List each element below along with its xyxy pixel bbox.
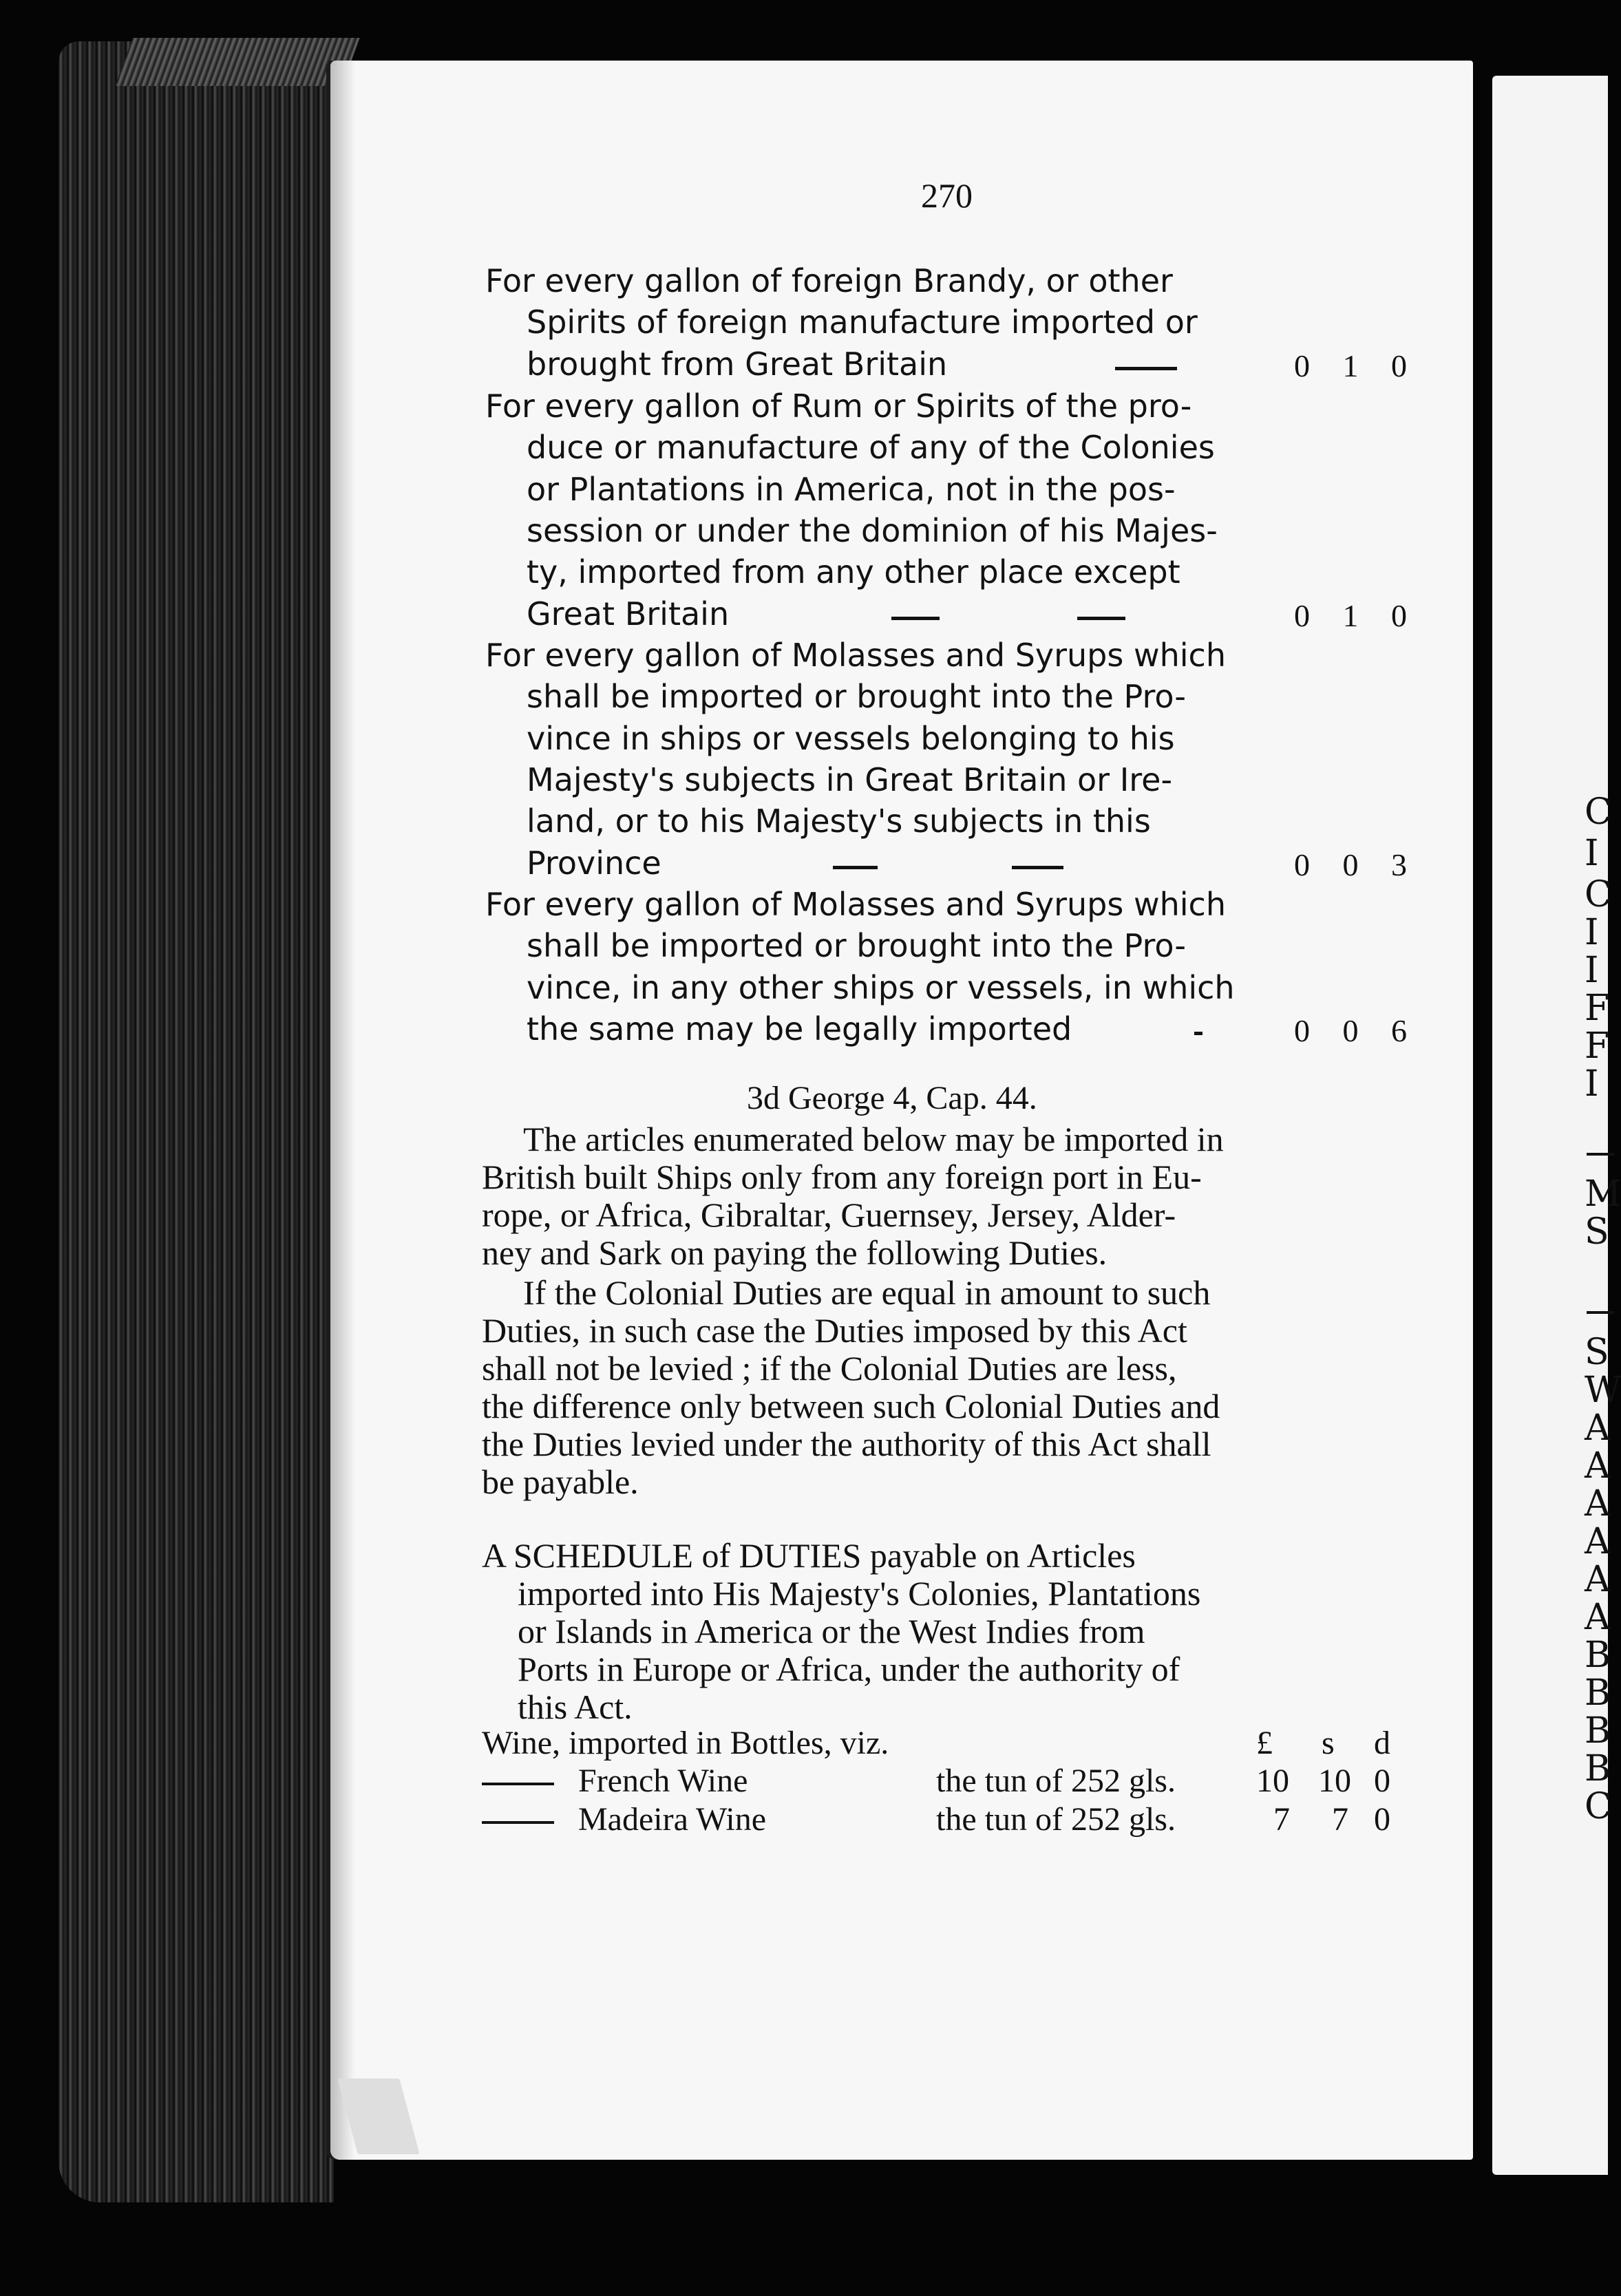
paragraph-line: ney and Sark on paying the following Duties. — [482, 1233, 1108, 1272]
column-pence: d — [1374, 1725, 1390, 1761]
facing-page-letter: A — [1585, 1559, 1611, 1600]
facing-page-letter: B — [1585, 1672, 1611, 1714]
paragraph-line: If the Colonial Duties are equal in amount to such — [523, 1273, 1211, 1312]
duty-amount: 0 0 6 — [1294, 1012, 1419, 1048]
column-pounds: £ — [1256, 1725, 1273, 1761]
facing-page-letter: S — [1585, 1211, 1609, 1253]
facing-page-letter: M — [1585, 1173, 1621, 1215]
paragraph-line: The articles enumerated below may be imported in — [523, 1120, 1224, 1158]
leader-dash — [833, 866, 878, 869]
entry-first-line: For every gallon of Rum or Spirits of the pro- — [485, 387, 1192, 425]
facing-page-letter: W — [1585, 1370, 1621, 1411]
facing-page-letter: F — [1585, 1025, 1610, 1067]
statute-heading: 3d George 4, Cap. 44. — [747, 1080, 1037, 1116]
duty-amount: 0 1 0 — [1294, 597, 1419, 633]
facing-page-letter: C — [1585, 874, 1612, 915]
duty-amount: 0 1 0 — [1294, 348, 1419, 383]
entry-line: the same may be legally imported — [527, 1010, 1072, 1048]
facing-page-letter: A — [1585, 1597, 1611, 1638]
paragraph-line: shall not be levied ; if the Colonial Duties are less, — [482, 1349, 1177, 1388]
page-number: 270 — [921, 176, 973, 215]
wine-pounds: 10 — [1256, 1763, 1289, 1799]
entry-line: Province — [527, 844, 661, 882]
schedule-line: or Islands in America or the West Indies from — [518, 1612, 1145, 1650]
wine-shillings: 7 — [1332, 1801, 1348, 1838]
paragraph-line: rope, or Africa, Gibraltar, Guernsey, Jersey, Alder- — [482, 1195, 1176, 1234]
paragraph-line: the Duties levied under the authority of this Act shall — [482, 1425, 1211, 1463]
wine-pence: 0 — [1374, 1763, 1390, 1799]
facing-page-letter: B — [1585, 1748, 1611, 1789]
entry-line: shall be imported or brought into the Pro- — [527, 927, 1186, 965]
facing-page-letter: A — [1585, 1445, 1611, 1487]
entry-line: vince, in any other ships or vessels, in which — [527, 968, 1235, 1006]
entry-line: Spirits of foreign manufacture imported or — [527, 304, 1198, 341]
facing-page-letter: B — [1585, 1635, 1611, 1676]
wine-measure: the tun of 252 gls. — [936, 1763, 1176, 1799]
facing-page-letter: I — [1585, 950, 1599, 991]
facing-page-letter: I — [1585, 912, 1599, 953]
paragraph-line: Duties, in such case the Duties imposed by this Act — [482, 1311, 1187, 1350]
schedule-line: A SCHEDULE of DUTIES payable on Articles — [482, 1536, 1136, 1575]
facing-page-letter: A — [1585, 1483, 1611, 1524]
facing-page-rule — [1587, 1311, 1614, 1314]
facing-page-letter: F — [1585, 988, 1610, 1029]
facing-page-letter: C — [1585, 791, 1612, 833]
facing-page-letter: A — [1585, 1407, 1611, 1449]
entry-line: Great Britain — [527, 595, 730, 633]
leader-dash — [1194, 1032, 1202, 1035]
entry-line: or Plantations in America, not in the pos- — [527, 470, 1176, 508]
leader-dash — [1115, 367, 1177, 370]
schedule-line: this Act. — [518, 1688, 633, 1726]
entry-first-line: For every gallon of foreign Brandy, or other — [485, 262, 1173, 299]
facing-page-letter: S — [1585, 1332, 1609, 1373]
entry-line: land, or to his Majesty's subjects in this — [527, 802, 1151, 840]
duty-amount: 0 0 3 — [1294, 847, 1419, 882]
schedule-line: Ports in Europe or Africa, under the authority of — [518, 1650, 1180, 1688]
wine-pence: 0 — [1374, 1801, 1390, 1838]
facing-page-rule — [1587, 1153, 1614, 1156]
page-block-edge — [59, 41, 334, 2202]
leader-dash — [1012, 866, 1063, 869]
paragraph-line: the difference only between such Colonial Duties and — [482, 1387, 1220, 1425]
facing-page-letter: I — [1585, 833, 1599, 874]
facing-page — [1492, 76, 1608, 2175]
entry-line: shall be imported or brought into the Pro- — [527, 678, 1186, 716]
paragraph-line: British built Ships only from any foreign port in Eu- — [482, 1158, 1202, 1196]
column-shillings: s — [1322, 1725, 1335, 1761]
entry-line: duce or manufacture of any of the Colonies — [527, 429, 1215, 467]
wine-pounds: 7 — [1273, 1801, 1290, 1838]
entry-line: brought from Great Britain — [527, 345, 948, 383]
entry-line: ty, imported from any other place except — [527, 553, 1180, 591]
facing-page-letter: I — [1585, 1063, 1599, 1105]
leader-dash — [891, 617, 940, 620]
wine-item: French Wine — [578, 1763, 748, 1799]
wine-shillings: 10 — [1318, 1763, 1351, 1799]
ditto-dash — [482, 1783, 554, 1785]
schedule-line: imported into His Majesty's Colonies, Plantations — [518, 1574, 1201, 1613]
facing-page-letter: B — [1585, 1710, 1611, 1752]
ditto-dash — [482, 1821, 554, 1824]
entry-line: vince in ships or vessels belonging to his — [527, 719, 1175, 757]
wine-item: Madeira Wine — [578, 1801, 767, 1838]
facing-page-letter: C — [1585, 1786, 1612, 1827]
entry-first-line: For every gallon of Molasses and Syrups which — [485, 637, 1226, 674]
wine-table-heading: Wine, imported in Bottles, viz. — [482, 1725, 889, 1761]
paragraph-line: be payable. — [482, 1463, 639, 1501]
entry-line: Majesty's subjects in Great Britain or Ire- — [527, 761, 1173, 798]
entry-line: session or under the dominion of his Majes- — [527, 511, 1218, 549]
entry-first-line: For every gallon of Molasses and Syrups which — [485, 886, 1226, 923]
facing-page-letter: A — [1585, 1521, 1611, 1562]
leader-dash — [1077, 617, 1125, 620]
page-block-top-edge — [115, 38, 359, 86]
gutter-shadow — [330, 61, 355, 2160]
wine-measure: the tun of 252 gls. — [936, 1801, 1176, 1838]
